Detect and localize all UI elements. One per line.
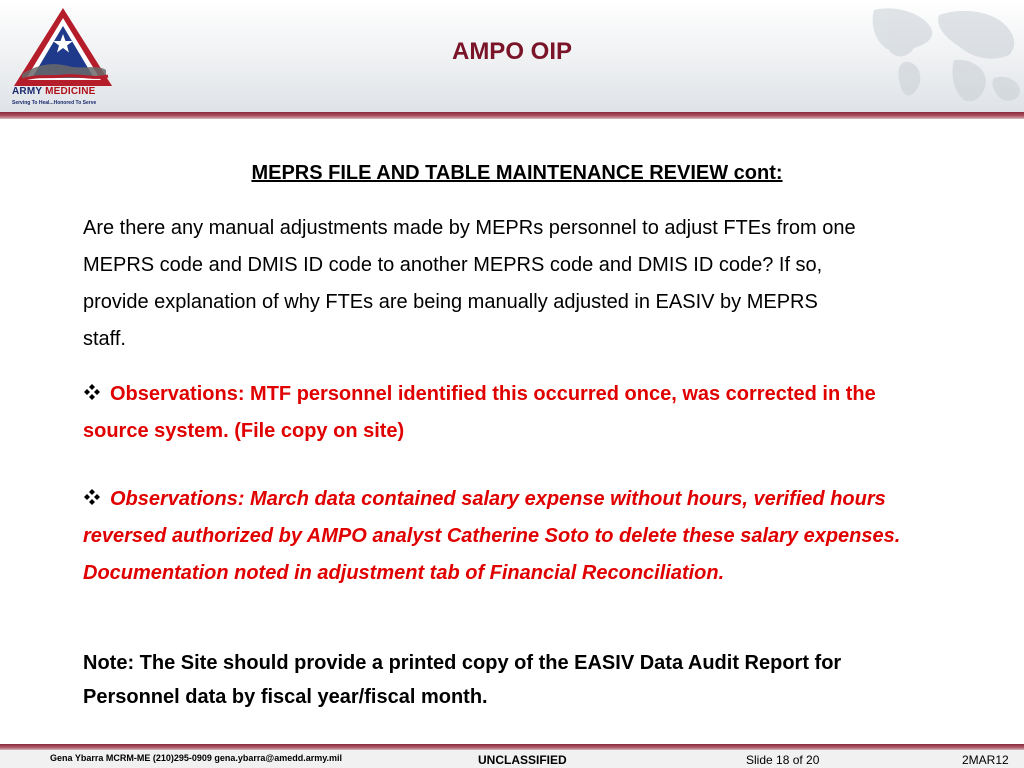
- observation-2-text: Observations: March data contained salary expense without hours, verified hours reversed authorized by AMPO analyst Catherine Soto to delete these salary expenses. Documentation noted in adjustment tab of Financial Reconciliation.: [83, 488, 901, 584]
- footer-slide-number: Slide 18 of 20: [746, 753, 820, 767]
- logo-word-army: ARMY: [12, 86, 43, 97]
- footer-date: 2MAR12: [962, 753, 1009, 767]
- logo-word-medicine: MEDICINE: [45, 86, 96, 97]
- review-question: Are there any manual adjustments made by MEPRs personnel to adjust FTEs from one MEPRS code and DMIS ID code to another MEPRS code and DMIS ID code? If so, provide explanation of why FTEs are being manually adjusted in EASIV by MEPRS staff.: [83, 217, 856, 350]
- slide-footer: [0, 750, 1024, 768]
- section-heading: MEPRS FILE AND TABLE MAINTENANCE REVIEW cont:: [251, 162, 783, 184]
- diamond-bullet-icon: [83, 383, 109, 401]
- logo-tagline: Serving To Heal...Honored To Serve: [12, 100, 97, 106]
- footer-contact: Gena Ybarra MCRM-ME (210)295-0909 gena.ybarra@amedd.army.mil: [50, 753, 343, 763]
- slide-title: AMPO OIP: [451, 38, 572, 65]
- slide-header: [0, 0, 1024, 112]
- footer-classification: UNCLASSIFIED: [478, 753, 567, 767]
- observation-1-text: Observations: MTF personnel identified this occurred once, was corrected in the source system. (File copy on site): [83, 383, 876, 442]
- diamond-bullet-icon: [83, 488, 109, 506]
- header-divider: [0, 112, 1024, 119]
- logo-wordmark: [12, 86, 122, 97]
- note-text: Note: The Site should provide a printed copy of the EASIV Data Audit Report for Personnel data by fiscal year/fiscal month.: [83, 652, 842, 708]
- observation-1: [83, 376, 923, 450]
- observation-2: [83, 481, 953, 592]
